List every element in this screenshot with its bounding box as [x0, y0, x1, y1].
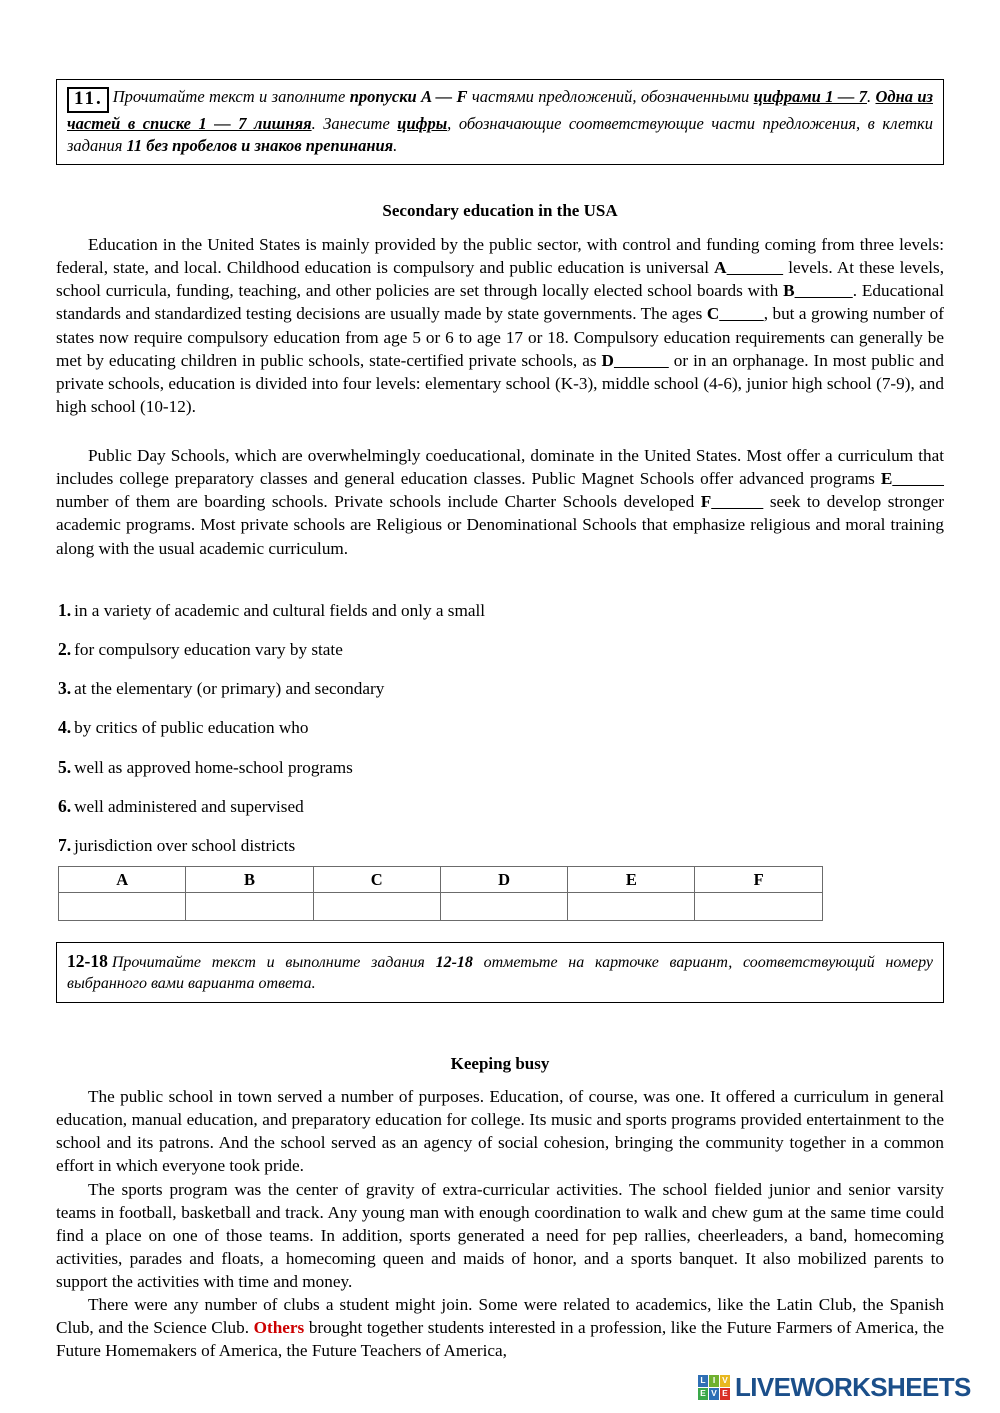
gap-b-rule[interactable] [795, 281, 853, 300]
task-11-text-2: частями предложений, обозначенными [467, 87, 754, 106]
option-number: 2. [58, 639, 72, 660]
task-11-text-4: . Занесите [311, 113, 398, 133]
paragraph [56, 1293, 944, 1362]
text-segment: . Educational standards and standardized testing decisions are usually made by state governments. The ages [56, 281, 944, 324]
table-header-d: D [440, 867, 567, 893]
task-11-text-3: . [866, 87, 876, 106]
answer-cell-b[interactable] [186, 893, 313, 921]
option-text: for compulsory education vary by state [74, 640, 343, 660]
task-12-18-instruction-box [56, 942, 944, 1003]
logo-tiles-icon [698, 1375, 730, 1400]
task-11-text-5: , обозначающие соответствующие части предложения, в клетки задания [67, 113, 933, 155]
keeping-busy-text [56, 1085, 944, 1363]
task-11-text-1: Прочитайте текст и заполните [112, 87, 350, 106]
gap-c [707, 304, 764, 323]
table-row-headers [59, 867, 823, 893]
task-12-18-range-label: 12-18 [435, 954, 473, 971]
list-item[interactable] [58, 639, 758, 661]
liveworksheets-logo[interactable] [698, 1374, 971, 1400]
logo-tile-6: E [720, 1388, 730, 1400]
gap-e-letter: E [880, 469, 893, 489]
text-segment: levels. At these levels, school curricula, funding, teaching, and other policies are set through locally elected school boards with [56, 258, 945, 301]
gap-f-rule[interactable] [711, 492, 763, 511]
gap-c-rule[interactable] [719, 304, 764, 323]
logo-tile-2: I [709, 1375, 719, 1387]
text-segment: brought together students interested in a profession, like the Future Farmers of America, the Future Homemakers of America, the Future Teachers of America, [56, 1318, 944, 1361]
option-number: 5. [58, 756, 72, 777]
task-11-extra-part-note: Одна из частей в списке 1 — 7 лишняя [67, 87, 933, 133]
gap-d-letter: D [601, 350, 614, 370]
text-segment: seek to develop stronger academic programs. Most private schools are Religious or Denominational Schools that emphasize religious and moral training along with the usual academic curriculum. [56, 492, 945, 558]
text-segment: number of them are boarding schools. Private schools include Charter Schools developed [56, 492, 701, 512]
table-header-c: C [313, 867, 440, 893]
secondary-education-paragraph-2 [56, 444, 944, 560]
gap-c-letter: C [706, 304, 720, 324]
option-number: 4. [58, 717, 72, 738]
list-item[interactable] [58, 600, 758, 622]
highlighted-word-others: Others [253, 1318, 305, 1338]
list-item[interactable] [58, 717, 758, 739]
list-item[interactable] [58, 835, 758, 857]
text-segment: Education in the United States is mainly provided by the public sector, with control and funding coming from three levels: federal, state, and local. Childhood education is compulsory and public education is universal [56, 235, 944, 278]
option-number: 6. [58, 795, 72, 816]
gap-b [783, 281, 853, 300]
answer-cell-c[interactable] [313, 893, 440, 921]
gap-a-rule[interactable] [727, 258, 784, 277]
task-12-18-number: 12-18 [67, 951, 108, 971]
table-header-b: B [186, 867, 313, 893]
option-number: 1. [58, 600, 72, 620]
task-11-instruction-box [56, 79, 944, 165]
option-text: jurisdiction over school districts [74, 835, 296, 855]
table-header-f: F [695, 867, 822, 893]
list-item[interactable] [58, 796, 758, 818]
logo-tile-4: E [698, 1388, 708, 1400]
secondary-education-paragraph-1 [56, 233, 944, 418]
options-list [58, 600, 758, 874]
option-text: at the elementary (or primary) and secondary [74, 679, 385, 699]
list-item[interactable] [58, 757, 758, 779]
task-11-text-6: . [393, 135, 398, 155]
paragraph: The sports program was the center of gravity of extra-curricular activities. The school fielded junior and senior varsity teams in football, basketball and track. Any young man with enough coordination to walk and chew gum at the same time could find a place on one of those teams. In addition, sports generated a need for pep rallies, cheerleaders, a band, homecoming activities, parades and floats, a homecoming queen and maids of honor, and a sports banquet. It also mobilized parents to support the activities with time and money. [56, 1179, 944, 1291]
table-row-answers [59, 893, 823, 921]
logo-tile-5: V [709, 1388, 719, 1400]
gap-e-rule[interactable] [892, 469, 944, 488]
table-header-e: E [568, 867, 695, 893]
option-text: well as approved home-school programs [74, 757, 353, 777]
task-11-gaps-label: пропуски A — F [349, 87, 468, 106]
logo-tile-1: L [698, 1375, 708, 1387]
secondary-education-title: Secondary education in the USA [382, 201, 618, 220]
gap-e [881, 469, 944, 488]
option-number: 3. [58, 678, 72, 699]
answer-cell-a[interactable] [59, 893, 186, 921]
keeping-busy-title: Keeping busy [450, 1054, 550, 1073]
gap-d-rule[interactable] [614, 351, 669, 370]
answer-cell-d[interactable] [440, 893, 567, 921]
answer-cell-e[interactable] [568, 893, 695, 921]
paragraph [56, 233, 944, 418]
gap-a-letter: A [714, 258, 727, 278]
paragraph [56, 444, 944, 560]
gap-b-letter: B [783, 281, 795, 301]
logo-tile-3: V [720, 1375, 730, 1387]
answer-cell-f[interactable] [695, 893, 822, 921]
task-12-18-text-2: отметьте на карточке вариант, соответствующий номеру выбранного вами варианта ответа. [67, 954, 934, 993]
paragraph: The public school in town served a number of purposes. Education, of course, was one. It offered a curriculum in general education, manual education, and preparatory education for college. Its music and sports programs provided entertainment to the school and its patrons. And the school served as an agency of social cohesion, bringing the community together in a common effort in which everyone took pride. [56, 1087, 944, 1176]
text-segment: , but a growing number of states now require compulsory education from age 5 or 6 to age 17 or 18. Compulsory education requirements can generally be met by educating children in public schools, state-certified private schools, as [56, 304, 944, 370]
gap-a [714, 258, 783, 277]
text-segment: Public Day Schools, which are overwhelmingly coeducational, dominate in the United States. Most offer a curriculum that includes college preparatory classes and general education classes. Public Magnet Schools offer advanced programs [56, 446, 944, 489]
gap-f [701, 492, 764, 511]
text-segment: There were any number of clubs a student might join. Some were related to academics, like the Latin Club, the Spanish Club, and the Science Club. [56, 1295, 944, 1338]
list-item[interactable] [58, 678, 758, 700]
text-segment: or in an orphanage. In most public and private schools, education is divided into four levels: elementary school (K-3), middle school (4-6), junior high school (7-9), and high school (10-12). [56, 350, 944, 416]
task-11-number: 11. [67, 87, 109, 113]
task-11-no-spaces-note: 11 без пробелов и знаков препинания [126, 135, 394, 155]
task-11-digits-word: цифры [397, 113, 448, 133]
option-text: by critics of public education who [74, 718, 309, 738]
answer-table [58, 866, 823, 921]
table-header-a: A [59, 867, 186, 893]
task-11-digits-label: цифрами 1 — 7 [753, 87, 867, 106]
option-number: 7. [58, 834, 72, 855]
gap-d [602, 351, 669, 370]
option-text: in a variety of academic and cultural fields and only a small [74, 601, 486, 620]
gap-f-letter: F [700, 492, 712, 512]
option-text: well administered and supervised [74, 796, 304, 816]
logo-wordmark: LIVEWORKSHEETS [735, 1372, 971, 1402]
task-12-18-text-1: Прочитайте текст и выполните задания [111, 954, 436, 971]
